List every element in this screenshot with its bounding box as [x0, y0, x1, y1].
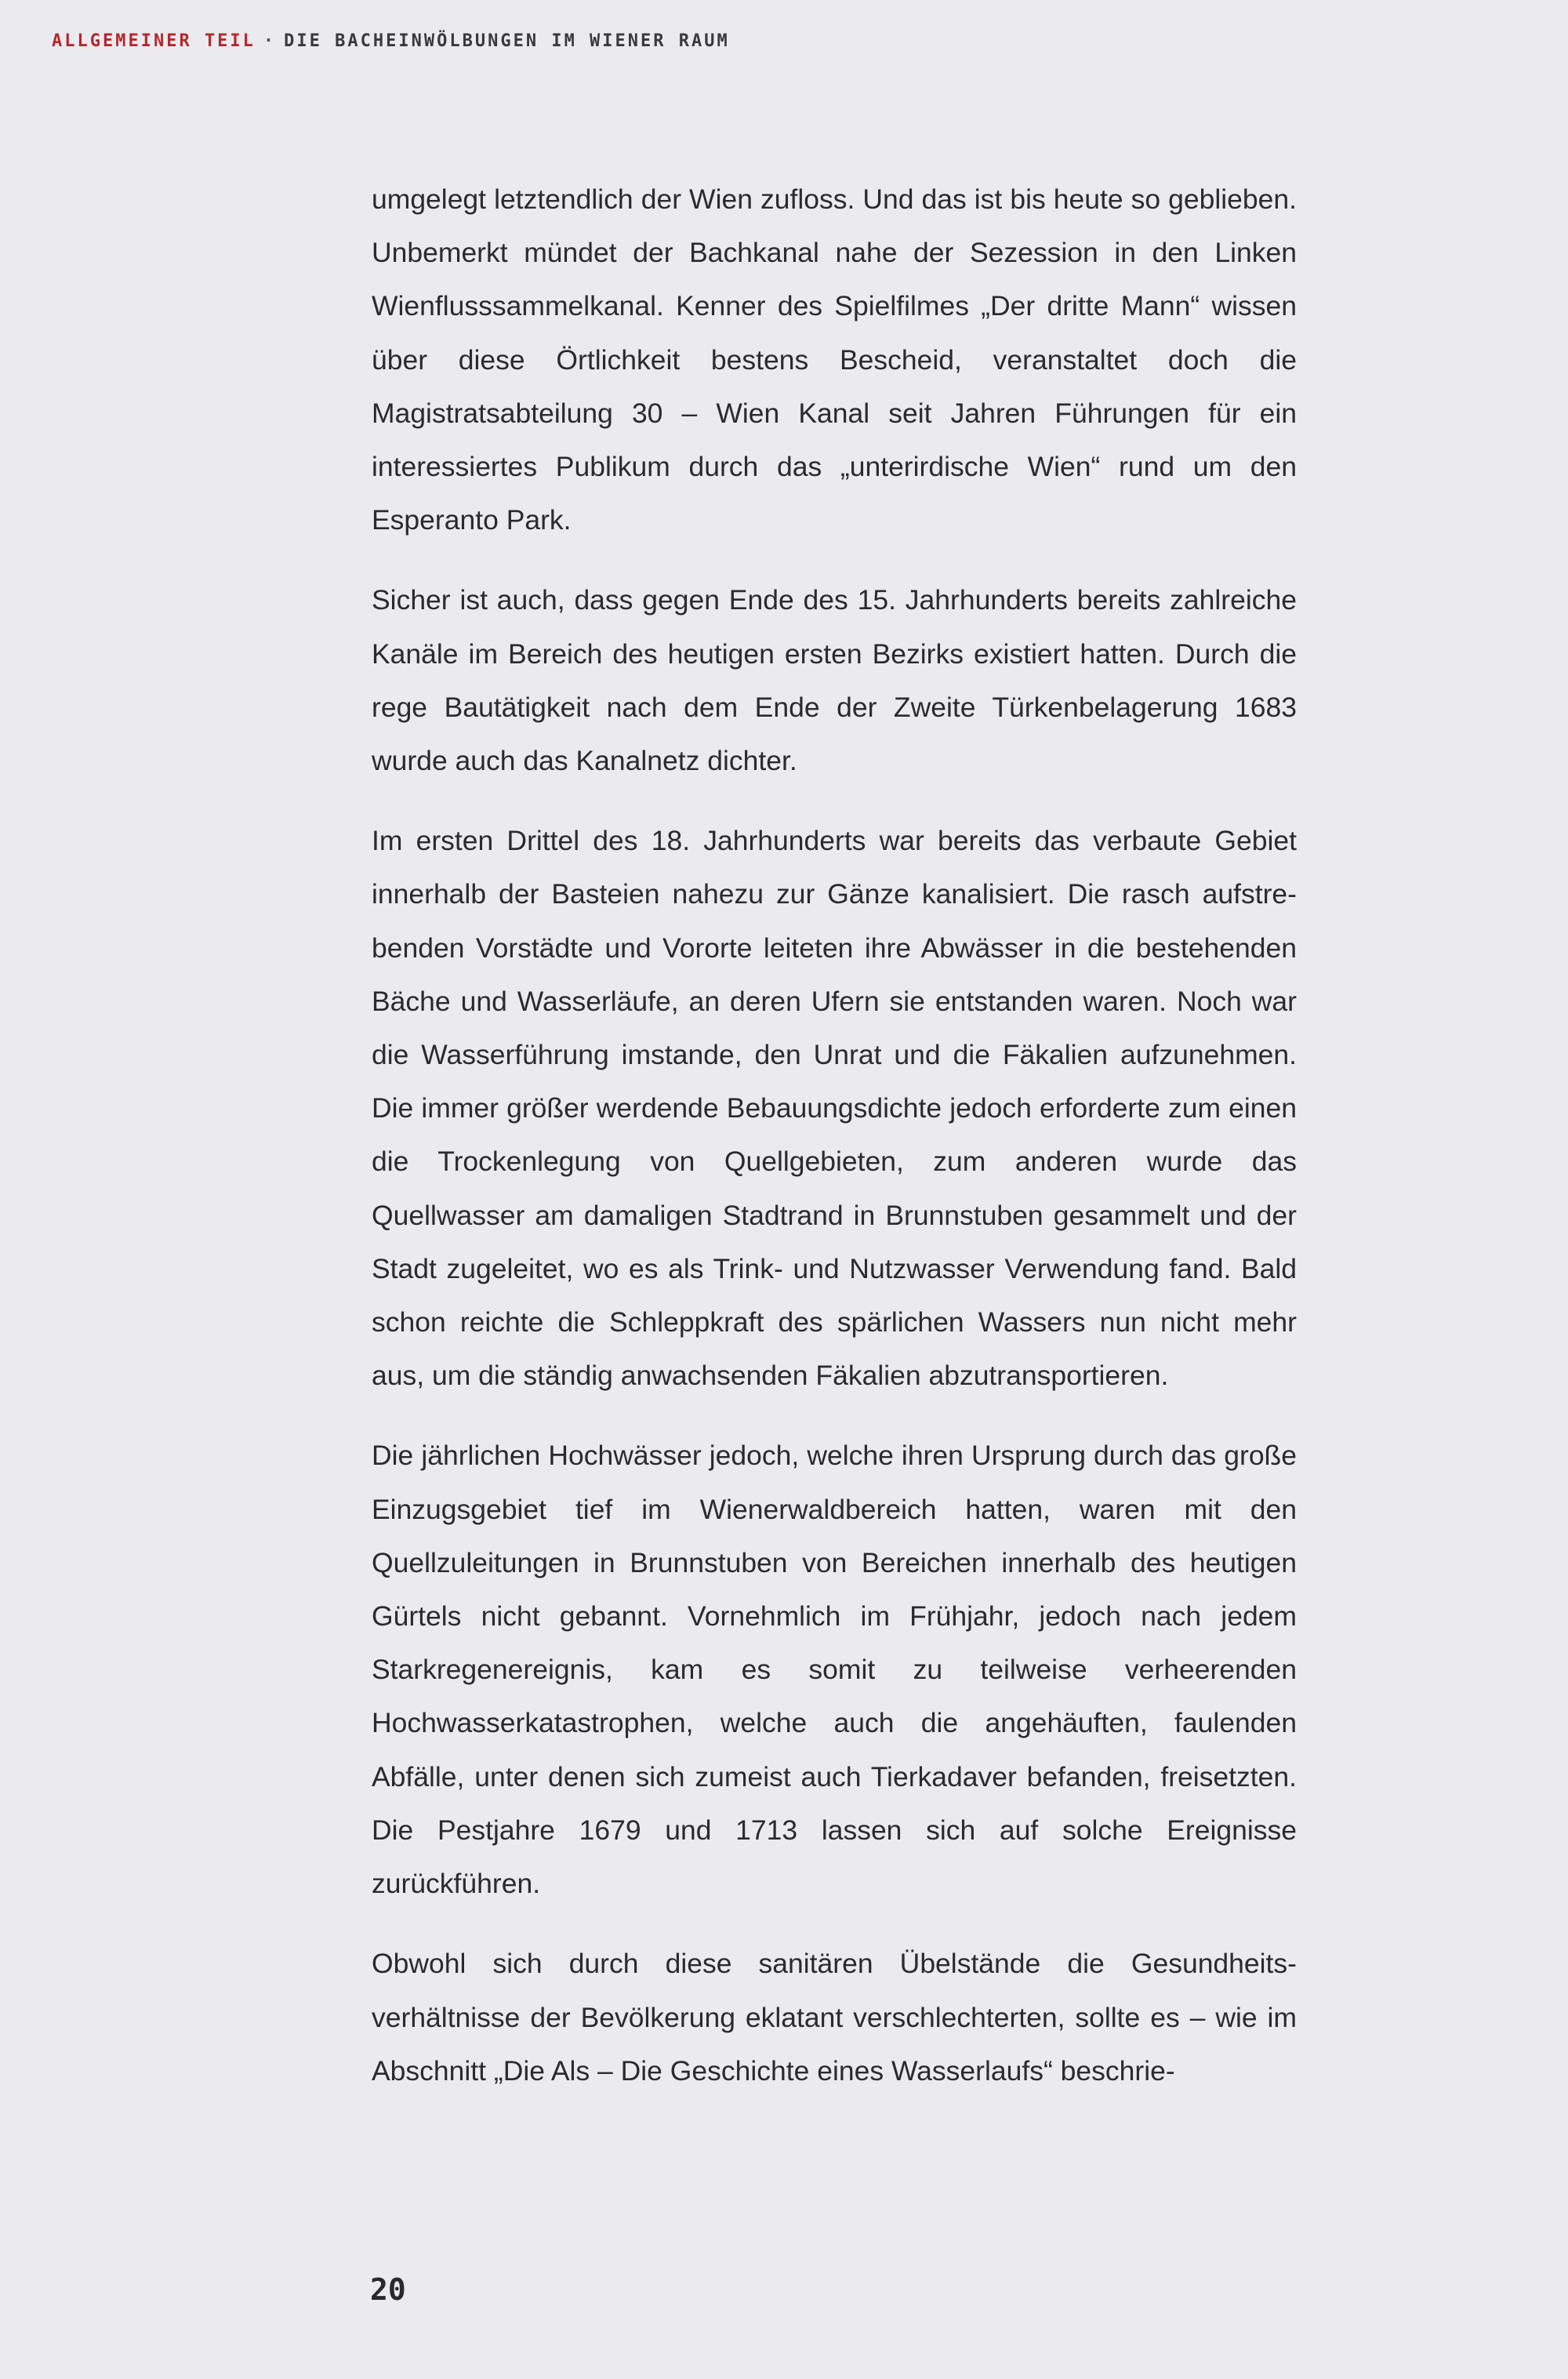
header-chapter-title: DIE BACHEINWÖLBUNGEN IM WIENER RAUM [284, 31, 730, 51]
paragraph-2: Sicher ist auch, dass gegen Ende des 15. Jahrhunderts bereits zahlreiche Kanäle im Bereich des heutigen ersten Bezirks existiert hatten. Durch die rege Bautätigkeit nach dem Ende der Zweite Türkenbelagerung 1683 wurde auch das Kanalnetz dichter. [372, 584, 1297, 777]
paragraph-1: umgelegt letztendlich der Wien zufloss. Und das ist bis heute so geblieben. Unbemerkt mündet der Bachkanal nahe der Sezession in den Linken Wienflusssammelkanal. Kenner des Spielfilmes „Der dritte Mann“ wissen über diese Örtlichkeit bestens Bescheid, veranstaltet doch die Magistratsabteilung 30 – Wien Kanal seit Jahren Führungen für ein interessiertes Publikum durch das „unterirdische Wien“ rund um den Esperanto Park. [372, 183, 1297, 536]
body-text [372, 173, 1297, 2124]
paragraph-3: Im ersten Drittel des 18. Jahrhunderts war bereits das verbaute Gebiet innerhalb der Basteien nahezu zur Gänze kanalisiert. Die rasch aufstrebenden Vorstädte und Vororte leiteten ihre Abwässer in die bestehenden Bäche und Wasserläufe, an deren Ufern sie entstanden waren. Noch war die Wasserführung imstande, den Unrat und die Fäkalien aufzunehmen. Die immer größer werdende Bebauungsdichte jedoch erforderte zum einen die Trockenlegung von Quellgebieten, zum anderen wurde das Quellwasser am damaligen Stadtrand in Brunnstuben gesammelt und der Stadt zugeleitet, wo es als Trink- und Nutzwasser Verwendung fand. Bald schon reichte die Schleppkraft des spärlichen Wassers nun nicht mehr aus, um die ständig anwachsenden Fäkalien abzutransportieren. [372, 825, 1297, 1392]
page-number: 20 [370, 2272, 406, 2307]
paragraph-4: Die jährlichen Hochwässer jedoch, welche ihren Ursprung durch das große Einzugsgebiet tief im Wienerwaldbereich hatten, waren mit den Quellzuleitungen in Brunnstuben von Bereichen innerhalb des heutigen Gürtels nicht gebannt. Vornehmlich im Frühjahr, jedoch nach jedem Starkregenereignis, kam es somit zu teilweise verheerenden Hochwasserkatastrophen, welche auch die angehäuften, faulenden Abfälle, unter denen sich zumeist auch Tierkadaver befanden, freisetzten. Die Pestjahre 1679 und 1713 lassen sich auf solche Ereignisse zurückführen. [372, 1440, 1297, 1900]
paragraph-5: Obwohl sich durch diese sanitären Übelstände die Gesundheitsverhältnisse der Bevölkerung eklatant verschlechterten, sollte es – wie im Abschnitt „Die Als – Die Geschichte eines Wasserlaufs“ beschrie- [372, 1948, 1297, 2087]
header-separator: · [263, 31, 277, 51]
header-section-title: ALLGEMEINER TEIL [52, 31, 256, 51]
running-header [52, 31, 730, 51]
